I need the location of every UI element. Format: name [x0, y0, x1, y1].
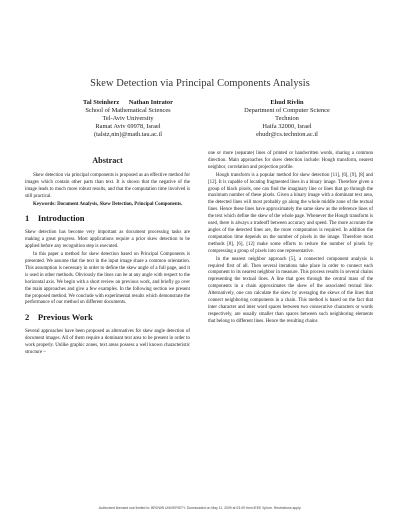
keywords-text: Document Analysis, Skew Detection, Principal Components.	[57, 201, 183, 207]
intro-paragraph-2: In this paper a method for skew detection based on Principal Components is presented. We assume that the text in the input image share a common orientation. This assumption is necessary in order to define the skew angle of a full page, and it is used in other methods. Obviously the lines can be at any angle with respect to the horizontal axis. We begin with a short review on previous work, and briefly go over the main approaches and give a few examples. In the following section we present the proposed method. We conclude with experimental results which demonstrate the performance of our method on different documents.	[25, 252, 190, 306]
download-footer: Authorized licensed use limited to: BROWN UNIVERSITY. Downloaded on May 11, 2009 at 03:49 from IEEE Xplore. Restrictions apply.	[98, 506, 302, 510]
author-names-left: Tal Steinherz Nathan Intrator	[83, 99, 173, 106]
author-university-right: Technion	[275, 115, 299, 122]
right-paragraph-0: one or more (separate) lines of printed or handwritten words, sharing a common direction. Main approaches for skew detection include: Hough transform, nearest neighbor, correlation and projection profile.	[208, 151, 373, 170]
paper-title: Skew Detection via Principal Components Analysis	[90, 78, 310, 89]
keywords-paragraph	[25, 202, 190, 209]
author-email-left: (talstz,nin)@math.tau.ac.il	[94, 131, 162, 138]
author-block-left	[58, 99, 198, 139]
right-paragraph-hough: Hough transform is a popular method for skew detection [11], [6], [9], [8] and [12]. It is capable of locating fragmented lines in a binary image. Therefore given a group of black pixels, one can find the imaginary line or lines that go through the maximum number of these pixels. Given a binary image with a dominant text area, the detected lines will most probably go along the whole middle zone of the textual lines. Hence these lines have approximately the same skew as the reference lines of the text which define the skew of the whole page. Whenever the Hough transform is used, there is always a tradeoff between accuracy and speed. The more accurate the angles of the detected lines are, the more computation is required. In addition the computation time depends on the number of pixels in the image. Therefore most methods [8], [6], [12] make some efforts to reduce the number of pixels by compressing a group of pixels into one representative.	[208, 172, 373, 254]
section-heading-previous-work: 2 Previous Work	[25, 312, 93, 323]
author-school-left: School of Mathematical Sciences	[85, 107, 171, 114]
abstract-heading: Abstract	[92, 156, 123, 165]
author-name-right: Ehud Rivlin	[270, 99, 304, 106]
author-university-left: Tel-Aviv University	[102, 115, 154, 122]
right-paragraph-nearest-neighbor: In the nearest neighbor approach [5], a connected component analysis is required first of all. Then several iterations take place in order to connect each component to its nearest neighbor in measure. This process results in several chains representing the textual lines. A line that goes through the central mass of the components in a chain approximates the skew of the associated textual line. Alternatively, one can calculate the skew by averaging the skews of the lines that connect neighboring components in a chain. This method is based on the fact that inter character and inter word spaces between two consecutive characters or words respectively, are usually smaller than spaces between such neighboring elements that belong to different lines. Hence the resulting chains	[208, 256, 373, 324]
author-email-right: ehudr@cs.technion.ac.il	[256, 131, 318, 138]
right-column	[208, 151, 373, 326]
intro-paragraph-1: Skew detection has become very important as document processing tasks are making a great progress. Most applications require a prior skew detection to be applied before any recognition step is executed.	[25, 230, 190, 250]
author-city-right: Haifa 32000, Israel	[262, 123, 312, 130]
author-block-right	[222, 99, 352, 139]
previous-work-paragraph-1: Several approaches have been proposed as alternatives for skew angle detection of document images. All of them require a dominant text area to be present in order to work properly. Unlike graphic zones, text areas possess a well known characteristic structure –	[25, 329, 190, 355]
keywords-label: Keywords:	[33, 201, 56, 207]
section-heading-introduction: 1 Introduction	[25, 213, 85, 224]
left-column	[25, 158, 190, 357]
author-dept-right: Department of Computer Science	[244, 107, 330, 114]
author-city-left: Ramat Aviv 69978, Israel	[95, 123, 161, 130]
abstract-text: Skew detection via principal components is proposed as an effective method for images which contain other parts than text. It is shown that the negative of the image leads to much more robust results, and that the computation time involved is still practical.	[25, 172, 190, 199]
